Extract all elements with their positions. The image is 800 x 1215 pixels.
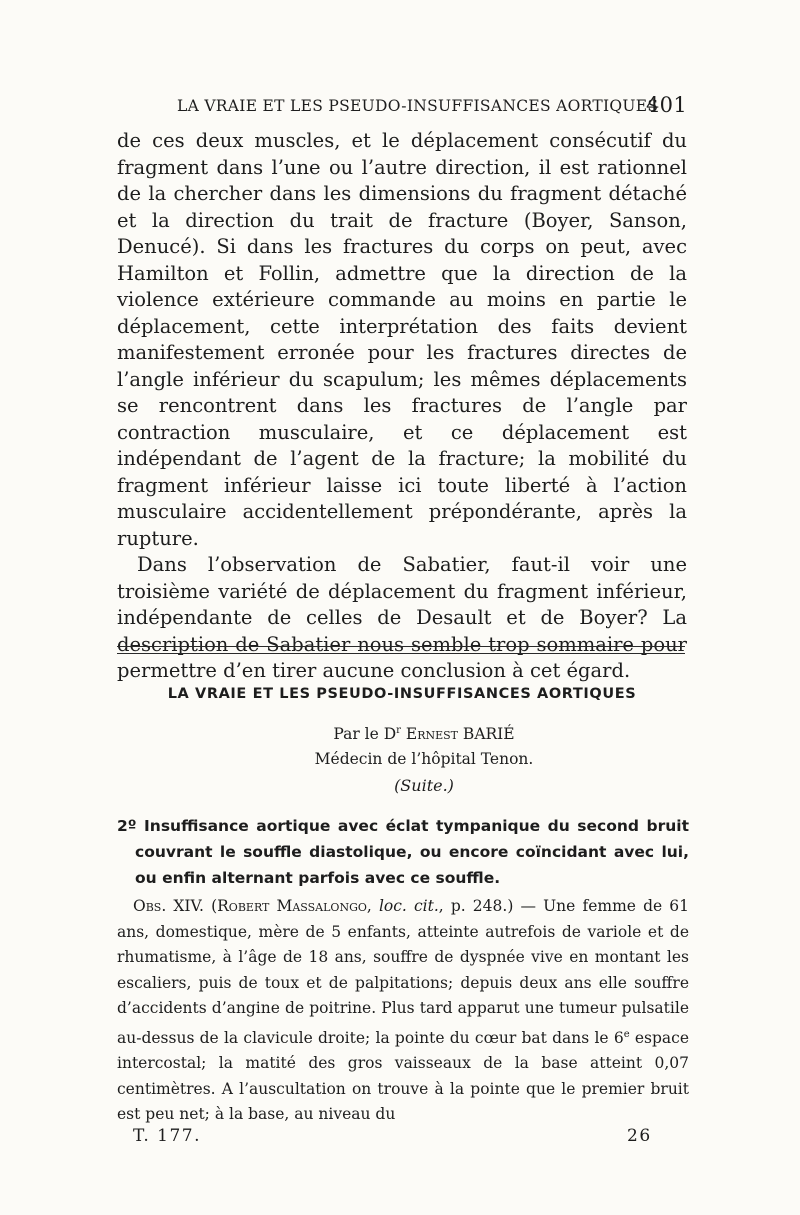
byline-sup: r bbox=[396, 725, 401, 736]
section-heading-text: 2º Insuffisance aortique avec éclat tympanique du second bruit couvrant le souffle diastolique, ou encore coïncidant avec lui, ou enfin alternant parfois avec ce souffle. bbox=[117, 817, 689, 887]
continuation-note: (Suite.) bbox=[394, 776, 454, 795]
observation-text bbox=[117, 894, 689, 1128]
footer-volume: T. 177. bbox=[133, 1126, 201, 1146]
footer-signature: 26 bbox=[627, 1126, 652, 1146]
byline bbox=[139, 725, 709, 743]
ref-open: ( bbox=[211, 897, 218, 915]
author-name: Ernest BARIÉ bbox=[405, 725, 515, 744]
article-title: LA VRAIE ET LES PSEUDO-INSUFFISANCES AORTIQUES bbox=[167, 686, 637, 702]
section-heading bbox=[117, 813, 689, 891]
author-affiliation: Médecin de l’hôpital Tenon. bbox=[314, 750, 534, 768]
body-paragraph-2: Dans l’observation de Sabatier, faut-il voir une troisième variété de déplacement du fragment inférieur, indépendante de celles de Desault et de Boyer? La description de Sabatier nous semble trop sommaire pour permettre d’en tirer aucune conclusion à cet égard. bbox=[117, 553, 687, 682]
observation-paragraph bbox=[117, 894, 689, 1128]
running-head-title: LA VRAIE ET LES PSEUDO-INSUFFISANCES AORTIQUES bbox=[177, 97, 659, 115]
ref-loc: loc. cit. bbox=[378, 897, 439, 915]
double-rule-bottom bbox=[117, 653, 685, 654]
ref-page: , p. 248.) bbox=[438, 897, 514, 915]
observation-text-part1: — Une femme de 61 ans, domestique, mère de 5 enfants, atteinte autrefois de variole et de rhumatisme, à l’âge de 18 ans, souffre de dyspnée vive en montant les escaliers, puis de toux et de palpitations; depuis deux ans elle souffre d’accidents d’angine de poitrine. Plus tard apparut une tumeur pulsatile au-dessus de la clavicule droite; la pointe du cœur bat dans le 6 bbox=[117, 897, 690, 1047]
observation-sup: e bbox=[623, 1028, 630, 1040]
page-number: 401 bbox=[646, 93, 687, 117]
byline-prefix: Par le D bbox=[333, 725, 397, 744]
ref-sep: , bbox=[366, 897, 379, 915]
double-rule-top bbox=[117, 646, 685, 647]
ref-author: Robert Massalongo bbox=[217, 897, 367, 915]
observation-label: Obs. XIV. bbox=[133, 897, 204, 915]
observation-text-part2: espace intercostal; la matité des gros vaisseaux de la base atteint 0,07 centimètres. A l’auscultation on trouve à la pointe que le premier bruit est peu net; à la base, au niveau du bbox=[117, 1028, 690, 1124]
body-paragraph-1: de ces deux muscles, et le déplacement consécutif du fragment dans l’une ou l’autre direction, il est rationnel de la chercher dans les dimensions du fragment détaché et la direction du trait de fracture (Boyer, Sanson, Denucé). Si dans les fractures du corps on peut, avec Hamilton et Follin, admettre que la direction de la violence extérieure commande au moins en partie le déplacement, cette interprétation des faits devient manifestement erronée pour les fractures directes de l’angle inférieur du scapulum; les mêmes déplacements se rencontrent dans les fractures de l’angle par contraction musculaire, et ce déplacement est indépendant de l’agent de la fracture; la mobilité du fragment inférieur laisse ici toute liberté à l’action musculaire accidentellement prépondérante, après la rupture. bbox=[117, 129, 687, 550]
body-text bbox=[117, 128, 687, 685]
